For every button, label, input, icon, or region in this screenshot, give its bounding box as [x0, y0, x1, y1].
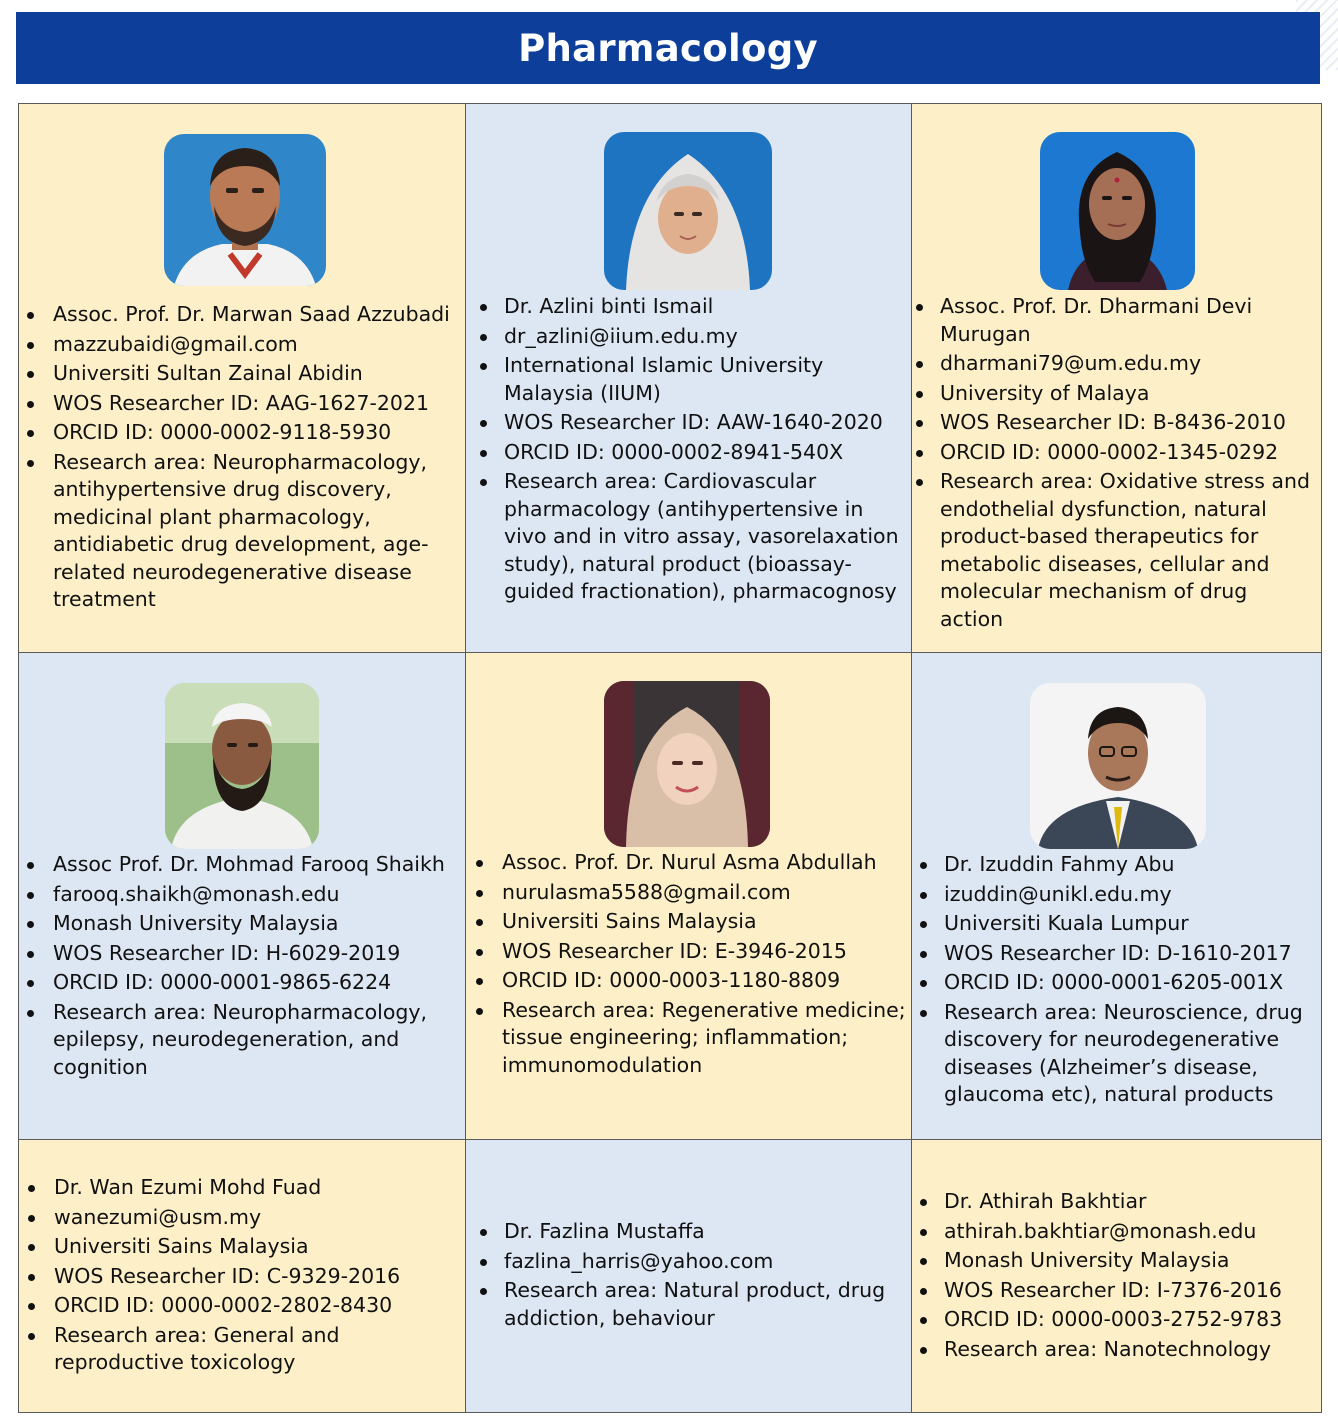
researcher-card [19, 1140, 466, 1413]
researcher-wos-id: WOS Researcher ID: D-1610-2017 [916, 940, 1318, 968]
researcher-email: dharmani79@um.edu.my [912, 350, 1314, 378]
researcher-name: Assoc Prof. Dr. Mohmad Farooq Shaikh [19, 851, 459, 879]
researcher-name: Assoc. Prof. Dr. Marwan Saad Azzubadi [19, 301, 459, 329]
researcher-details [20, 1174, 460, 1379]
researcher-wos-id: WOS Researcher ID: C-9329-2016 [20, 1263, 460, 1291]
researcher-wos-id: WOS Researcher ID: AAW-1640-2020 [476, 409, 906, 437]
researcher-card [19, 104, 466, 653]
researcher-research-area: Research area: Cardiovascular pharmacology (antihypertensive in vivo and in vitro assay, vasorelaxation study), natural product (bioassay-guided fractionation), pharmacognosy [476, 468, 906, 606]
researcher-card [912, 653, 1322, 1140]
researcher-photo [165, 683, 319, 849]
researcher-card [466, 104, 912, 653]
page-title: Pharmacology [518, 26, 818, 70]
researcher-wos-id: WOS Researcher ID: E-3946-2015 [468, 938, 908, 966]
researcher-photo [1040, 132, 1195, 290]
researcher-orcid: ORCID ID: 0000-0001-9865-6224 [19, 969, 459, 997]
researcher-email: nurulasma5588@gmail.com [468, 879, 908, 907]
researcher-details [468, 849, 908, 1081]
researcher-details [916, 1188, 1318, 1365]
researcher-orcid: ORCID ID: 0000-0002-9118-5930 [19, 419, 459, 447]
researcher-name: Dr. Fazlina Mustaffa [476, 1218, 906, 1246]
researcher-email: mazzubaidi@gmail.com [19, 331, 459, 359]
researcher-email: wanezumi@usm.my [20, 1204, 460, 1232]
researcher-institution: Monash University Malaysia [19, 910, 459, 938]
researcher-name: Dr. Izuddin Fahmy Abu [916, 851, 1318, 879]
researcher-research-area: Research area: Neuropharmacology, epilepsy, neurodegeneration, and cognition [19, 999, 459, 1082]
researcher-photo [604, 132, 772, 290]
researcher-details [916, 851, 1318, 1111]
page-title-banner [16, 12, 1320, 84]
researcher-research-area: Research area: Regenerative medicine; tissue engineering; inflammation; immunomodulation [468, 997, 908, 1080]
researcher-institution: Universiti Sains Malaysia [468, 908, 908, 936]
researcher-institution: Universiti Sultan Zainal Abidin [19, 360, 459, 388]
researcher-wos-id: WOS Researcher ID: I-7376-2016 [916, 1277, 1318, 1305]
researcher-card [466, 1140, 912, 1413]
researcher-details [476, 1218, 906, 1334]
researcher-photo [1030, 683, 1206, 849]
researcher-photo [604, 681, 770, 847]
researcher-details [476, 293, 906, 608]
researcher-orcid: ORCID ID: 0000-0001-6205-001X [916, 969, 1318, 997]
researcher-wos-id: WOS Researcher ID: H-6029-2019 [19, 940, 459, 968]
researcher-email: farooq.shaikh@monash.edu [19, 881, 459, 909]
researcher-orcid: ORCID ID: 0000-0003-1180-8809 [468, 967, 908, 995]
researcher-institution: University of Malaya [912, 380, 1314, 408]
researcher-details [19, 301, 459, 616]
researcher-orcid: ORCID ID: 0000-0002-8941-540X [476, 439, 906, 467]
researcher-research-area: Research area: General and reproductive toxicology [20, 1322, 460, 1377]
researcher-photo [164, 134, 326, 286]
researcher-grid [18, 103, 1322, 1413]
researcher-card [466, 653, 912, 1140]
researcher-email: dr_azlini@iium.edu.my [476, 323, 906, 351]
researcher-institution: Universiti Sains Malaysia [20, 1233, 460, 1261]
researcher-institution: Universiti Kuala Lumpur [916, 910, 1318, 938]
researcher-name: Dr. Wan Ezumi Mohd Fuad [20, 1174, 460, 1202]
researcher-card [19, 653, 466, 1140]
researcher-name: Assoc. Prof. Dr. Dharmani Devi Murugan [912, 293, 1314, 348]
researcher-name: Dr. Athirah Bakhtiar [916, 1188, 1318, 1216]
researcher-wos-id: WOS Researcher ID: AAG-1627-2021 [19, 390, 459, 418]
researcher-orcid: ORCID ID: 0000-0002-1345-0292 [912, 439, 1314, 467]
researcher-institution: International Islamic University Malaysia (IIUM) [476, 352, 906, 407]
researcher-email: athirah.bakhtiar@monash.edu [916, 1218, 1318, 1246]
researcher-research-area: Research area: Neuroscience, drug discovery for neurodegenerative diseases (Alzheimer’s disease, glaucoma etc), natural products [916, 999, 1318, 1109]
researcher-institution: Monash University Malaysia [916, 1247, 1318, 1275]
researcher-card [912, 104, 1322, 653]
researcher-details [912, 293, 1318, 635]
researcher-wos-id: WOS Researcher ID: B-8436-2010 [912, 409, 1314, 437]
researcher-research-area: Research area: Natural product, drug addiction, behaviour [476, 1277, 906, 1332]
researcher-email: izuddin@unikl.edu.my [916, 881, 1318, 909]
researcher-name: Assoc. Prof. Dr. Nurul Asma Abdullah [468, 849, 908, 877]
researcher-email: fazlina_harris@yahoo.com [476, 1248, 906, 1276]
researcher-orcid: ORCID ID: 0000-0002-2802-8430 [20, 1292, 460, 1320]
researcher-details [19, 851, 459, 1083]
researcher-research-area: Research area: Oxidative stress and endothelial dysfunction, natural product-based therapeutics for metabolic diseases, cellular and molecular mechanism of drug action [912, 468, 1314, 633]
researcher-research-area: Research area: Neuropharmacology, antihypertensive drug discovery, medicinal plant pharmacology, antidiabetic drug development, age-related neurodegenerative disease treatment [19, 449, 459, 614]
researcher-name: Dr. Azlini binti Ismail [476, 293, 906, 321]
researcher-card [912, 1140, 1322, 1413]
researcher-research-area: Research area: Nanotechnology [916, 1336, 1318, 1364]
researcher-orcid: ORCID ID: 0000-0003-2752-9783 [916, 1306, 1318, 1334]
